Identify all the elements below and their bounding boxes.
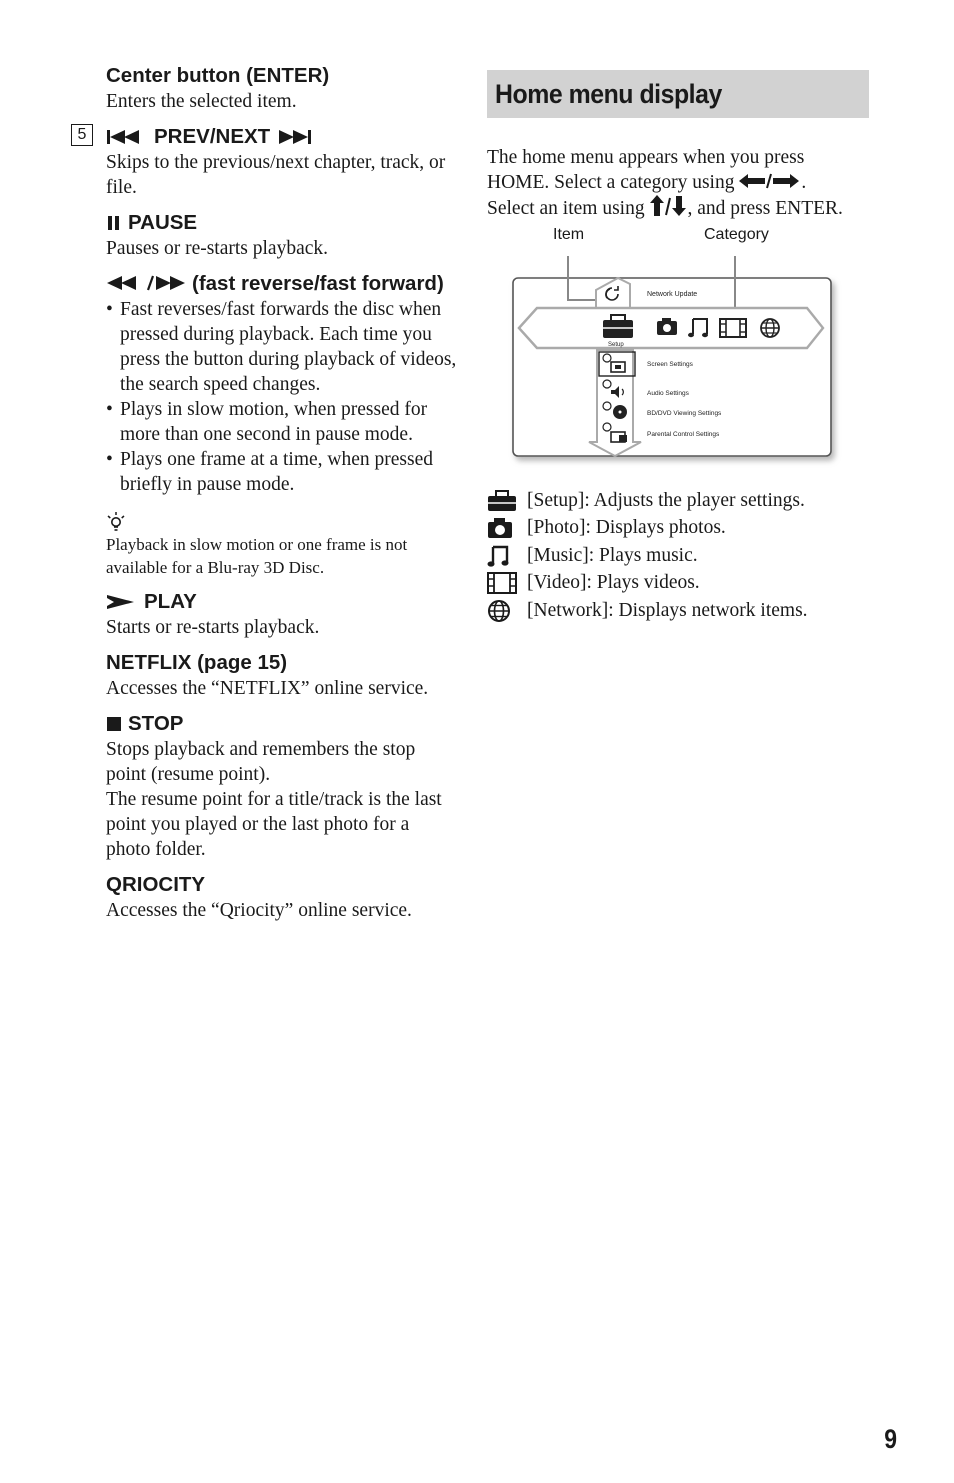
fast-reverse-forward-icon bbox=[106, 275, 188, 291]
list-item bbox=[487, 597, 887, 625]
pause-text: Pauses or re-starts playback. bbox=[106, 238, 329, 259]
intro-line-3-end: , and press ENTER. bbox=[687, 198, 843, 219]
list-item bbox=[487, 570, 887, 598]
play-text: Starts or re-starts playback. bbox=[106, 617, 320, 638]
music-note-icon bbox=[487, 544, 517, 568]
globe-icon bbox=[487, 599, 517, 623]
stop-text-resume: The resume point for a title/track is the last point you played or the last photo for a photo folder. bbox=[106, 789, 442, 860]
list-item bbox=[487, 515, 887, 543]
category-text: [Network]: Displays network items. bbox=[527, 599, 808, 621]
stop-icon bbox=[106, 716, 122, 732]
intro-line-2-text: HOME. Select a category using bbox=[487, 172, 740, 193]
fast-bullets bbox=[106, 297, 458, 497]
left-column bbox=[77, 62, 458, 932]
center-button-heading: Center button (ENTER) bbox=[106, 64, 330, 87]
hint-section bbox=[106, 511, 458, 579]
stop-heading: STOP bbox=[128, 712, 184, 735]
play-heading: PLAY bbox=[144, 590, 197, 613]
list-item: Audio Settings bbox=[647, 390, 689, 397]
intro-line-1: The home menu appears when you press bbox=[487, 147, 805, 168]
pause-icon bbox=[106, 215, 122, 231]
play-heading-row bbox=[106, 588, 458, 615]
home-menu-diagram bbox=[487, 222, 847, 472]
home-menu-screen bbox=[487, 222, 847, 472]
page-number: 9 bbox=[884, 1424, 897, 1454]
intro-line-3 bbox=[487, 195, 869, 221]
play-icon bbox=[106, 594, 136, 610]
fast-section bbox=[106, 270, 458, 497]
category-text: [Setup]: Adjusts the player settings. bbox=[527, 489, 805, 511]
up-down-arrow-icon bbox=[649, 195, 687, 217]
toolbox-icon bbox=[487, 489, 517, 513]
qriocity-heading: QRIOCITY bbox=[106, 873, 206, 896]
stop-section bbox=[106, 710, 458, 862]
lightbulb-icon bbox=[106, 511, 458, 533]
list-item bbox=[487, 542, 887, 570]
list-item: BD/DVD Viewing Settings bbox=[647, 410, 722, 417]
intro-line-3-text: Select an item using bbox=[487, 198, 650, 219]
label-category: Category bbox=[704, 226, 769, 243]
qriocity-section bbox=[106, 871, 458, 923]
right-column bbox=[487, 70, 869, 221]
pause-section bbox=[106, 209, 458, 261]
hint-text: Playback in slow motion or one frame is not available for a Blu-ray 3D Disc. bbox=[106, 535, 408, 577]
fast-heading-row bbox=[106, 270, 458, 297]
play-section bbox=[106, 588, 458, 640]
film-icon bbox=[487, 571, 517, 595]
top-item-label: Network Update bbox=[647, 291, 698, 298]
selected-category-label: Setup bbox=[608, 342, 624, 348]
stop-text: Stops playback and remembers the stop point (resume point). bbox=[106, 739, 416, 785]
netflix-text: Accesses the “NETFLIX” online service. bbox=[106, 678, 429, 699]
camera-icon bbox=[487, 516, 517, 540]
prev-next-section bbox=[77, 123, 458, 200]
intro-line-2-end: . bbox=[801, 172, 807, 193]
prev-next-heading: PREV/NEXT bbox=[154, 125, 271, 148]
center-button-section bbox=[106, 62, 458, 114]
fast-heading: (fast reverse/fast forward) bbox=[192, 272, 444, 295]
category-text: [Video]: Plays videos. bbox=[527, 572, 700, 594]
category-text: [Music]: Plays music. bbox=[527, 544, 698, 566]
prev-next-heading-row bbox=[106, 123, 458, 150]
prev-icon bbox=[106, 129, 148, 145]
center-button-text: Enters the selected item. bbox=[106, 91, 297, 112]
intro-line-2 bbox=[487, 170, 869, 195]
category-list bbox=[487, 487, 887, 625]
left-right-arrow-icon bbox=[739, 172, 801, 190]
prev-next-text: Skips to the previous/next chapter, track, or file. bbox=[106, 152, 446, 198]
list-item: Parental Control Settings bbox=[647, 431, 720, 438]
list-item bbox=[487, 487, 887, 515]
callout-number: 5 bbox=[71, 124, 93, 146]
section-header bbox=[487, 70, 869, 118]
list-item: • Fast reverses/fast forwards the disc when pressed during playback. Each time you press the button during playback of videos, the search speed changes. bbox=[106, 297, 458, 397]
netflix-heading: NETFLIX (page 15) bbox=[106, 651, 288, 674]
category-text: [Photo]: Displays photos. bbox=[527, 517, 726, 539]
list-item: Screen Settings bbox=[647, 361, 693, 368]
section-title: Home menu display bbox=[495, 78, 722, 109]
next-icon bbox=[278, 129, 320, 145]
qriocity-text: Accesses the “Qriocity” online service. bbox=[106, 900, 412, 921]
netflix-section bbox=[106, 649, 458, 701]
label-item: Item bbox=[553, 226, 585, 243]
pause-heading: PAUSE bbox=[128, 211, 198, 234]
list-item: • Plays in slow motion, when pressed for more than one second in pause mode. bbox=[106, 397, 458, 447]
intro-paragraph bbox=[487, 145, 869, 221]
list-item: • Plays one frame at a time, when pressed briefly in pause mode. bbox=[106, 447, 458, 497]
pause-heading-row bbox=[106, 209, 458, 236]
stop-heading-row bbox=[106, 710, 458, 737]
